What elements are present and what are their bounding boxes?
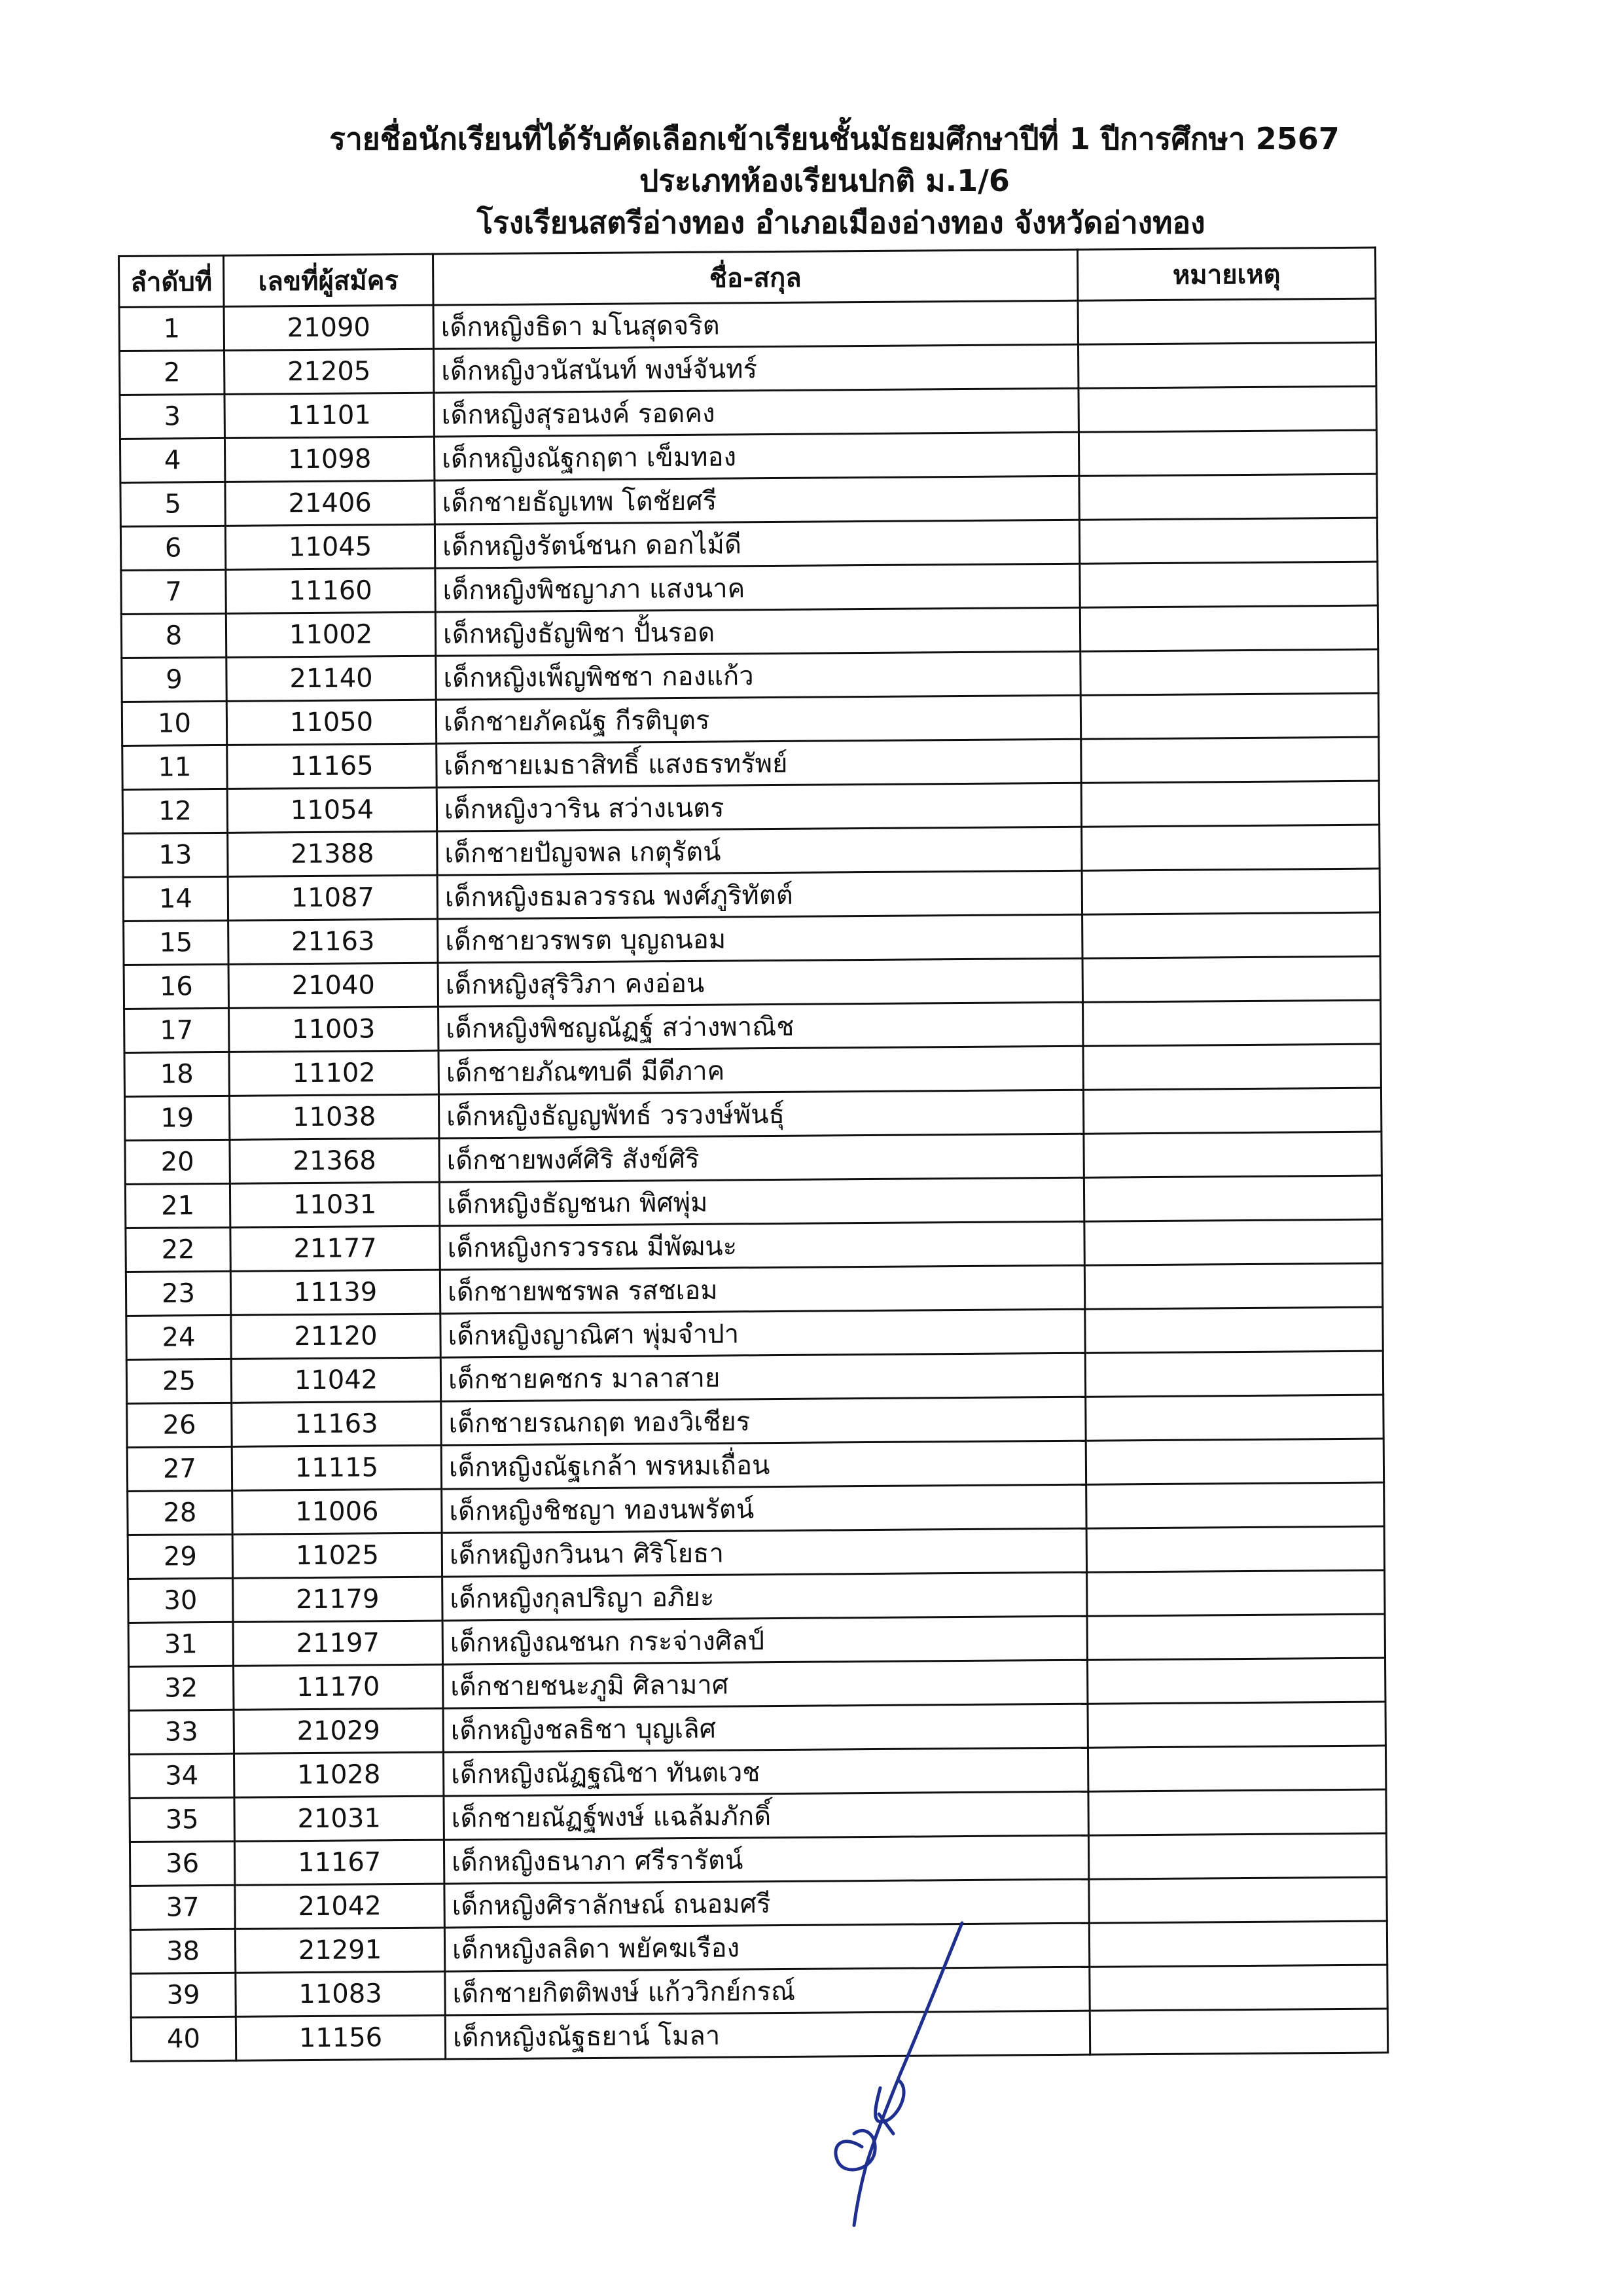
cell-name: เด็กหญิงสุรอนงค์ รอดคง xyxy=(434,388,1079,437)
cell-note xyxy=(1078,298,1376,344)
cell-applicant-id: 11025 xyxy=(232,1533,442,1578)
cell-note xyxy=(1084,1132,1382,1177)
cell-name: เด็กหญิงกวินนา ศิริโยธา xyxy=(442,1528,1086,1577)
column-header-order: ลำดับที่ xyxy=(119,255,224,307)
cell-applicant-id: 21031 xyxy=(234,1796,444,1841)
cell-order: 19 xyxy=(124,1096,229,1140)
cell-order: 23 xyxy=(126,1271,230,1316)
cell-name: เด็กชายณัฏฐ์พงษ์ แฉล้มภักดิ์ xyxy=(444,1791,1088,1840)
cell-name: เด็กหญิงเพ็ญพิชชา กองแก้ว xyxy=(436,651,1080,700)
cell-note xyxy=(1085,1307,1383,1353)
cell-note xyxy=(1086,1395,1383,1441)
cell-order: 39 xyxy=(131,1973,236,2017)
cell-order: 33 xyxy=(129,1710,234,1754)
cell-name: เด็กชายวรพรต บุญถนอม xyxy=(438,914,1082,963)
cell-name: เด็กหญิงธนาภา ศรีรารัตน์ xyxy=(444,1835,1088,1884)
cell-applicant-id: 11003 xyxy=(229,1007,438,1052)
cell-name: เด็กชายเมธาสิทธิ์ แสงธรทรัพย์ xyxy=(437,739,1081,787)
cell-applicant-id: 21291 xyxy=(235,1928,444,1973)
cell-order: 24 xyxy=(126,1315,231,1359)
cell-note xyxy=(1088,1702,1385,1748)
school-name: โรงเรียนสตรีอ่างทอง อำเภอเมืองอ่างทอง จังหวัดอ่างทอง xyxy=(476,205,1205,240)
cell-note xyxy=(1083,1088,1381,1134)
cell-order: 13 xyxy=(123,833,228,877)
cell-applicant-id: 11115 xyxy=(232,1445,441,1490)
cell-name: เด็กหญิงญาณิศา พุ่มจำปา xyxy=(440,1309,1085,1357)
cell-note xyxy=(1084,1219,1382,1265)
cell-note xyxy=(1084,1263,1382,1309)
cell-order: 10 xyxy=(122,701,226,745)
cell-name: เด็กชายพงศ์ศิริ สังข์ศิริ xyxy=(439,1134,1084,1182)
cell-name: เด็กหญิงลลิดา พยัคฆเรือง xyxy=(444,1923,1089,1971)
cell-name: เด็กหญิงพิชญาภา แสงนาค xyxy=(435,564,1080,612)
cell-name: เด็กหญิงชลธิชา บุญเลิศ xyxy=(443,1704,1088,1752)
cell-note xyxy=(1088,1658,1385,1704)
cell-name: เด็กชายปัญจพล เกตุรัตน์ xyxy=(437,827,1082,875)
cell-note xyxy=(1089,1877,1387,1923)
cell-note xyxy=(1088,1833,1386,1879)
cell-name: เด็กหญิงธิดา มโนสุดจริต xyxy=(433,300,1078,349)
cell-note xyxy=(1082,912,1380,958)
cell-applicant-id: 21090 xyxy=(224,305,433,350)
document-title: รายชื่อนักเรียนที่ได้รับคัดเลือกเข้าเรียนชั้นมัธยมศึกษาปีที่ 1 ปีการศึกษา 2567 xyxy=(329,121,1340,156)
cell-order: 11 xyxy=(122,745,227,789)
cell-applicant-id: 21029 xyxy=(234,1708,443,1753)
cell-name: เด็กหญิงกรวรรณ มีพัฒนะ xyxy=(440,1221,1084,1270)
cell-name: เด็กหญิงธัญชนก พิศพุ่ม xyxy=(439,1177,1084,1226)
cell-applicant-id: 21140 xyxy=(226,656,436,701)
cell-order: 15 xyxy=(124,920,228,965)
cell-name: เด็กหญิงกุลปริญา อภิยะ xyxy=(442,1572,1087,1621)
cell-applicant-id: 11156 xyxy=(236,2015,445,2060)
document-header xyxy=(0,118,1623,243)
cell-order: 3 xyxy=(120,394,224,439)
cell-name: เด็กหญิงรัตน์ชนก ดอกไม้ดี xyxy=(435,520,1079,568)
cell-order: 2 xyxy=(120,350,224,395)
cell-note xyxy=(1086,1439,1383,1484)
cell-applicant-id: 11160 xyxy=(226,568,435,613)
cell-note xyxy=(1090,1965,1387,2011)
cell-note xyxy=(1089,1921,1387,1967)
cell-note xyxy=(1086,1526,1384,1572)
cell-name: เด็กหญิงณัฐธยาน์ โมลา xyxy=(445,2011,1090,2059)
cell-order: 9 xyxy=(122,657,226,702)
column-header-applicant-id: เลขที่ผู้สมัคร xyxy=(224,254,434,306)
cell-applicant-id: 11163 xyxy=(232,1401,441,1446)
cell-name: เด็กหญิงณัฏฐณิชา ทันตเวช xyxy=(443,1748,1088,1796)
cell-note xyxy=(1082,956,1380,1002)
cell-applicant-id: 11165 xyxy=(227,744,437,789)
cell-name: เด็กชายคชกร มาลาสาย xyxy=(440,1353,1085,1401)
classroom-type: ประเภทห้องเรียนปกติ ม.1/6 xyxy=(639,163,1010,198)
cell-note xyxy=(1086,1482,1384,1528)
cell-note xyxy=(1081,781,1379,827)
cell-note xyxy=(1087,1570,1385,1616)
cell-note xyxy=(1080,605,1378,651)
cell-note xyxy=(1079,518,1377,564)
cell-order: 26 xyxy=(127,1403,232,1447)
cell-order: 36 xyxy=(130,1841,234,1886)
cell-order: 8 xyxy=(121,613,226,658)
cell-name: เด็กหญิงณชนก กระจ่างศิลป์ xyxy=(442,1616,1087,1664)
cell-applicant-id: 11167 xyxy=(234,1840,444,1885)
cell-order: 27 xyxy=(127,1446,232,1491)
cell-order: 38 xyxy=(130,1929,235,1973)
cell-applicant-id: 11098 xyxy=(224,437,434,482)
cell-applicant-id: 11038 xyxy=(229,1094,438,1139)
cell-name: เด็กหญิงธมลวรรณ พงศ์ภูริทัตต์ xyxy=(437,870,1082,919)
cell-name: เด็กหญิงสุริวิภา คงอ่อน xyxy=(438,958,1082,1007)
cell-order: 34 xyxy=(129,1753,234,1798)
cell-order: 14 xyxy=(123,876,228,921)
cell-order: 6 xyxy=(120,526,225,570)
cell-name: เด็กหญิงธัญพิชา ปั้นรอด xyxy=(435,607,1080,656)
cell-applicant-id: 11083 xyxy=(236,1971,445,2017)
cell-applicant-id: 21368 xyxy=(230,1138,439,1183)
table-row xyxy=(131,2009,1387,2061)
cell-note xyxy=(1088,1789,1386,1835)
cell-applicant-id: 11101 xyxy=(224,393,434,438)
cell-order: 40 xyxy=(131,2017,236,2061)
cell-applicant-id: 21120 xyxy=(231,1314,440,1359)
cell-name: เด็กชายรณกฤต ทองวิเชียร xyxy=(441,1397,1086,1445)
cell-order: 4 xyxy=(120,438,224,482)
cell-order: 22 xyxy=(126,1227,230,1272)
cell-name: เด็กชายภัณฑบดี มีดีภาค xyxy=(438,1046,1083,1094)
cell-applicant-id: 21205 xyxy=(224,349,434,394)
cell-applicant-id: 11028 xyxy=(234,1752,443,1797)
cell-name: เด็กหญิงศิราลักษณ์ ถนอมศรี xyxy=(444,1879,1089,1928)
cell-applicant-id: 11002 xyxy=(226,612,435,657)
cell-order: 29 xyxy=(128,1534,232,1579)
roster-body xyxy=(119,298,1388,2061)
cell-note xyxy=(1078,342,1376,388)
cell-note xyxy=(1079,386,1376,432)
cell-note xyxy=(1087,1614,1385,1660)
cell-order: 35 xyxy=(130,1797,234,1842)
cell-name: เด็กชายกิตติพงษ์ แก้ววิกย์กรณ์ xyxy=(445,1967,1090,2015)
cell-order: 25 xyxy=(126,1359,231,1403)
cell-note xyxy=(1081,737,1379,783)
cell-name: เด็กหญิงธัญญพัทธ์ วรวงษ์พันธุ์ xyxy=(438,1090,1083,1138)
cell-order: 1 xyxy=(119,306,224,351)
column-header-name: ชื่อ-สกุล xyxy=(433,249,1078,305)
cell-name: เด็กหญิงณัฐเกล้า พรหมเถื่อน xyxy=(441,1441,1086,1489)
cell-applicant-id: 21197 xyxy=(233,1621,442,1666)
cell-applicant-id: 21042 xyxy=(235,1884,444,1929)
cell-name: เด็กหญิงวาริน สว่างเนตร xyxy=(437,783,1081,831)
cell-note xyxy=(1079,474,1377,520)
cell-applicant-id: 21040 xyxy=(228,963,438,1008)
cell-applicant-id: 11042 xyxy=(231,1357,440,1403)
cell-order: 16 xyxy=(124,964,228,1009)
cell-order: 7 xyxy=(121,569,226,614)
cell-order: 12 xyxy=(122,789,227,833)
cell-order: 17 xyxy=(124,1008,229,1052)
signature-mark xyxy=(802,1918,972,2232)
cell-name: เด็กชายชนะภูมิ ศิลามาศ xyxy=(443,1660,1088,1708)
cell-note xyxy=(1090,2009,1387,2054)
cell-name: เด็กชายภัคณัฐ กีรติบุตร xyxy=(436,695,1080,744)
column-header-note: หมายเหตุ xyxy=(1077,247,1376,300)
cell-applicant-id: 11050 xyxy=(226,700,436,745)
cell-note xyxy=(1082,869,1380,914)
cell-order: 20 xyxy=(125,1139,230,1184)
cell-order: 31 xyxy=(128,1622,233,1666)
cell-note xyxy=(1082,825,1380,870)
cell-applicant-id: 11054 xyxy=(227,787,437,833)
cell-order: 18 xyxy=(124,1052,229,1096)
cell-name: เด็กหญิงพิชญณัฏฐ์ สว่างพาณิช xyxy=(438,1002,1083,1050)
cell-name: เด็กหญิงชิชญา ทองนพรัตน์ xyxy=(442,1484,1086,1533)
cell-applicant-id: 21177 xyxy=(230,1226,440,1271)
cell-applicant-id: 11006 xyxy=(232,1489,442,1534)
cell-note xyxy=(1088,1746,1385,1791)
cell-note xyxy=(1084,1175,1382,1221)
cell-order: 21 xyxy=(125,1183,230,1228)
cell-note xyxy=(1083,1044,1381,1090)
cell-applicant-id: 21163 xyxy=(228,919,438,964)
cell-applicant-id: 11031 xyxy=(230,1182,439,1227)
cell-name: เด็กหญิงวนัสนันท์ พงษ์จันทร์ xyxy=(434,344,1079,393)
cell-name: เด็กชายธัญเทพ โตชัยศรี xyxy=(435,476,1079,524)
cell-applicant-id: 11102 xyxy=(229,1050,438,1096)
cell-note xyxy=(1080,649,1378,695)
cell-order: 37 xyxy=(130,1885,235,1929)
cell-note xyxy=(1080,562,1378,607)
cell-applicant-id: 11045 xyxy=(225,524,435,569)
cell-name: เด็กชายพชรพล รสชเอม xyxy=(440,1265,1084,1314)
table-header-row xyxy=(119,247,1376,307)
cell-name: เด็กหญิงณัฐกฤตา เข็มทอง xyxy=(434,432,1079,480)
cell-applicant-id: 21406 xyxy=(225,480,435,526)
cell-applicant-id: 21388 xyxy=(228,831,437,876)
cell-applicant-id: 21179 xyxy=(233,1577,442,1622)
cell-order: 28 xyxy=(128,1490,232,1535)
cell-order: 30 xyxy=(128,1578,233,1623)
cell-note xyxy=(1080,693,1378,739)
cell-order: 32 xyxy=(129,1666,234,1710)
cell-applicant-id: 11170 xyxy=(234,1664,443,1710)
cell-note xyxy=(1085,1351,1383,1397)
cell-applicant-id: 11139 xyxy=(230,1270,440,1315)
cell-note xyxy=(1083,1000,1381,1046)
student-roster-table xyxy=(118,247,1389,2062)
cell-order: 5 xyxy=(120,482,225,526)
cell-applicant-id: 11087 xyxy=(228,875,437,920)
cell-note xyxy=(1079,430,1376,476)
